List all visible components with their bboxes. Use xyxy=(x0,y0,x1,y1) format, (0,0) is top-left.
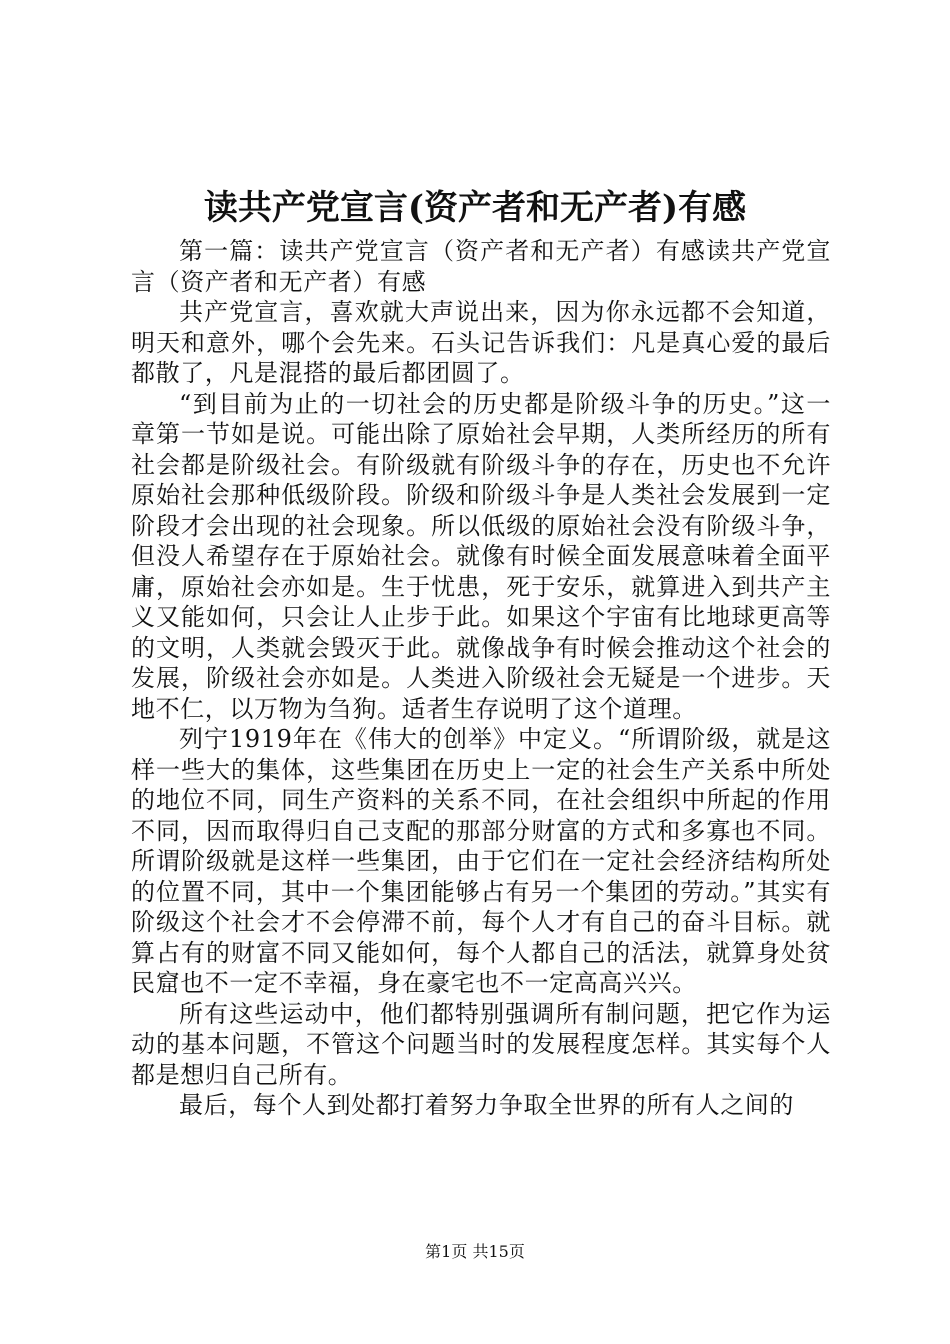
page-total: 共15页 xyxy=(472,1242,525,1261)
paragraph-5: 所有这些运动中，他们都特别强调所有制问题，把它作为运动的基本问题，不管这个问题当时的发展程度怎样。其实每个人都是想归自己所有。 xyxy=(131,999,831,1089)
paragraph-3: “到目前为止的一切社会的历史都是阶级斗争的历史。”这一章第一节如是说。可能出除了原始社会早期，人类所经历的所有社会都是阶级社会。有阶级就有阶级斗争的存在，历史也不允许原始社会那种低级阶段。阶级和阶级斗争是人类社会发展到一定阶段才会出现的社会现象。所以低级的原始社会没有阶级斗争，但没人希望存在于原始社会。就像有时候全面发展意味着全面平庸，原始社会亦如是。生于忧患，死于安乐，就算进入到共产主义又能如何，只会让人止步于此。如果这个宇宙有比地球更高等的文明，人类就会毁灭于此。就像战争有时候会推动这个社会的发展，阶级社会亦如是。人类进入阶级社会无疑是一个进步。天地不仁，以万物为刍狗。适者生存说明了这个道理。 xyxy=(131,389,831,723)
page-footer xyxy=(0,1241,950,1263)
paragraph-6: 最后，每个人到处都打着努力争取全世界的所有人之间的 xyxy=(179,1091,794,1119)
page-number: 第1页 xyxy=(425,1242,468,1261)
page-title: 读共产党宣言(资产者和无产者)有感 xyxy=(203,188,747,228)
paragraph-4: 列宁1919年在《伟大的创举》中定义。“所谓阶级，就是这样一些大的集体，这些集团在历史上一定的社会生产关系中所处的地位不同，同生产资料的关系不同，在社会组织中所起的作用不同，因而取得归自己支配的那部分财富的方式和多寡也不同。所谓阶级就是这样一些集团，由于它们在一定社会经济结构所处的位置不同，其中一个集团能够占有另一个集团的劳动。”其实有阶级这个社会才不会停滞不前，每个人才有自己的奋斗目标。就算占有的财富不同又能如何，每个人都自己的活法，就算身处贫民窟也不一定不幸福，身在豪宅也不一定高高兴兴。 xyxy=(131,725,831,997)
paragraph-1: 第一篇：读共产党宣言（资产者和无产者）有感读共产党宣言（资产者和无产者）有感 xyxy=(131,237,831,296)
document-body xyxy=(131,236,831,1121)
paragraph-2: 共产党宣言，喜欢就大声说出来，因为你永远都不会知道，明天和意外，哪个会先来。石头记告诉我们：凡是真心爱的最后都散了，凡是混搭的最后都团圆了。 xyxy=(131,298,831,387)
